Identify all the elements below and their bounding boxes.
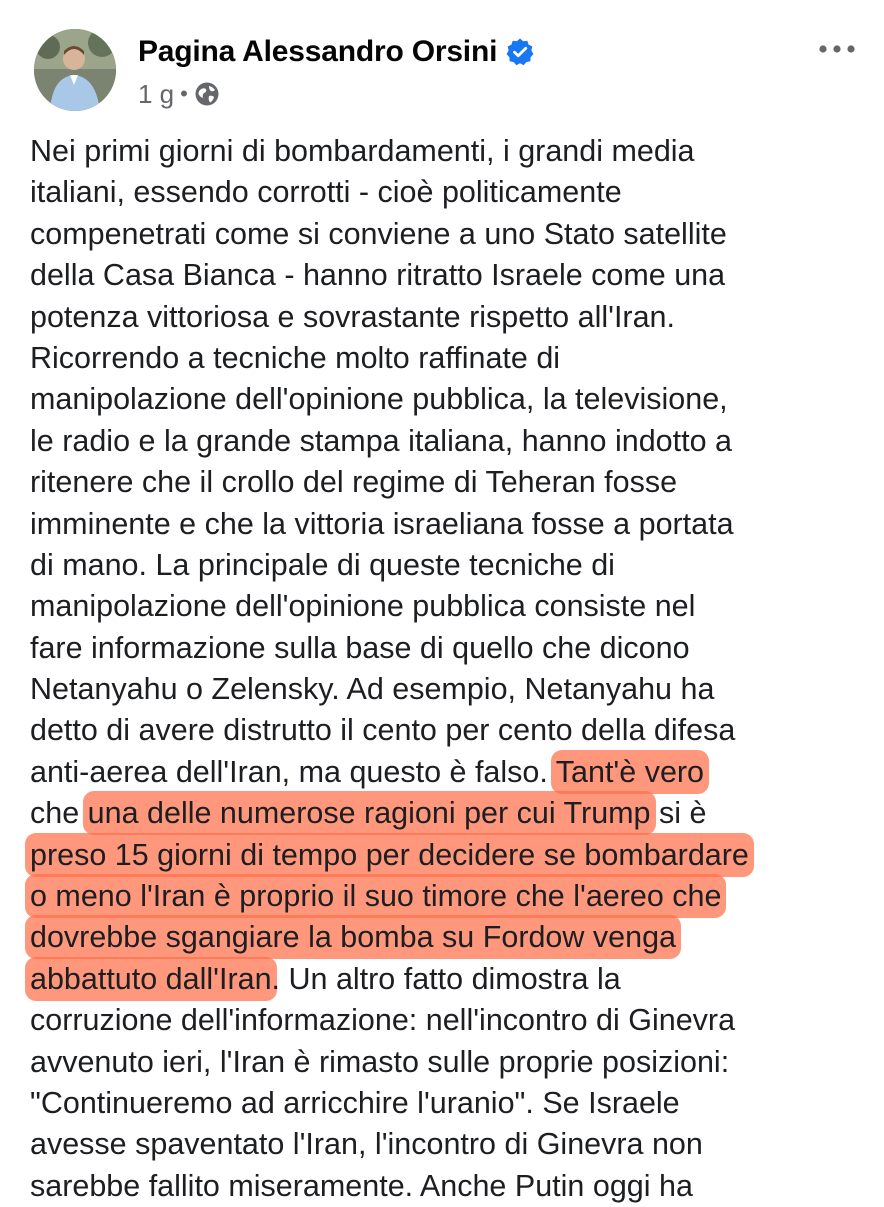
highlighted-text: abbattuto dall'Iran bbox=[30, 961, 272, 996]
highlighted-text: dovrebbe sgangiare la bomba su Fordow venga bbox=[30, 920, 676, 955]
text-line: potenza vittoriosa e sovrastante rispetto all'Iran. bbox=[30, 299, 675, 334]
text-line: Ricorrendo a tecniche molto raffinate di bbox=[30, 340, 561, 375]
text-line: Nei primi giorni di bombardamenti, i grandi media bbox=[30, 134, 695, 168]
post-timestamp[interactable]: 1 g bbox=[138, 78, 175, 109]
globe-icon[interactable] bbox=[194, 81, 220, 107]
post-header bbox=[0, 0, 884, 125]
text-line: detto di avere distrutto il cento per cento della difesa bbox=[30, 713, 736, 748]
text-segment: . Un altro fatto dimostra la bbox=[271, 961, 621, 996]
text-line: fare informazione sulla base di quello che dicono bbox=[30, 630, 690, 665]
text-segment: anti-aerea dell'Iran, ma questo è falso. bbox=[30, 754, 556, 789]
text-line bbox=[30, 959, 870, 1000]
text-line bbox=[30, 917, 870, 958]
verified-badge-icon bbox=[505, 37, 535, 67]
highlighted-text: preso 15 giorni di tempo per decidere se bombardare bbox=[30, 837, 749, 872]
text-line bbox=[30, 793, 870, 834]
text-line: di mano. La principale di queste tecniche di bbox=[30, 547, 615, 582]
text-line: manipolazione dell'opinione pubblica, la televisione, bbox=[30, 382, 728, 417]
text-line: ritenere che il crollo del regime di Teheran fosse bbox=[30, 465, 678, 500]
author-row bbox=[138, 34, 535, 70]
text-line: manipolazione dell'opinione pubblica consiste nel bbox=[30, 589, 696, 624]
text-line: avvenuto ieri, l'Iran è rimasto sulle proprie posizioni: bbox=[30, 1044, 730, 1079]
text-line: Netanyahu o Zelensky. Ad esempio, Netanyahu ha bbox=[30, 672, 715, 707]
text-line: avesse spaventato l'Iran, l'incontro di Ginevra non bbox=[30, 1127, 703, 1162]
text-line: compenetrati come si conviene a uno Stato satellite bbox=[30, 216, 727, 251]
post-meta bbox=[138, 78, 220, 110]
text-line bbox=[30, 876, 870, 917]
more-options-icon[interactable] bbox=[812, 34, 862, 64]
meta-separator: • bbox=[180, 81, 188, 106]
text-line: della Casa Bianca - hanno ritratto Israele come una bbox=[30, 258, 726, 293]
text-line: le radio e la grande stampa italiana, hanno indotto a bbox=[30, 423, 732, 458]
text-segment: si è bbox=[650, 796, 707, 831]
text-line: sarebbe fallito miseramente. Anche Putin oggi ha bbox=[30, 1168, 693, 1203]
avatar[interactable] bbox=[34, 29, 116, 111]
highlighted-text: Tant'è vero bbox=[555, 754, 705, 789]
text-line: "Continueremo ad arricchire l'uranio". Se Israele bbox=[30, 1085, 680, 1120]
text-line: italiani, essendo corrotti - cioè politicamente bbox=[30, 175, 622, 210]
avatar-photo bbox=[34, 29, 116, 111]
text-line: corruzione dell'informazione: nell'incontro di Ginevra bbox=[30, 1003, 736, 1038]
post-text bbox=[30, 131, 870, 1207]
text-segment: che bbox=[30, 796, 88, 831]
highlighted-text: una delle numerose ragioni per cui Trump bbox=[87, 796, 651, 831]
text-line bbox=[30, 835, 870, 876]
text-line: imminente e che la vittoria israeliana fosse a portata bbox=[30, 506, 734, 541]
highlighted-text: o meno l'Iran è proprio il suo timore che l'aereo che bbox=[30, 879, 722, 914]
page-title[interactable]: Pagina Alessandro Orsini bbox=[138, 35, 498, 68]
text-line bbox=[30, 752, 870, 793]
